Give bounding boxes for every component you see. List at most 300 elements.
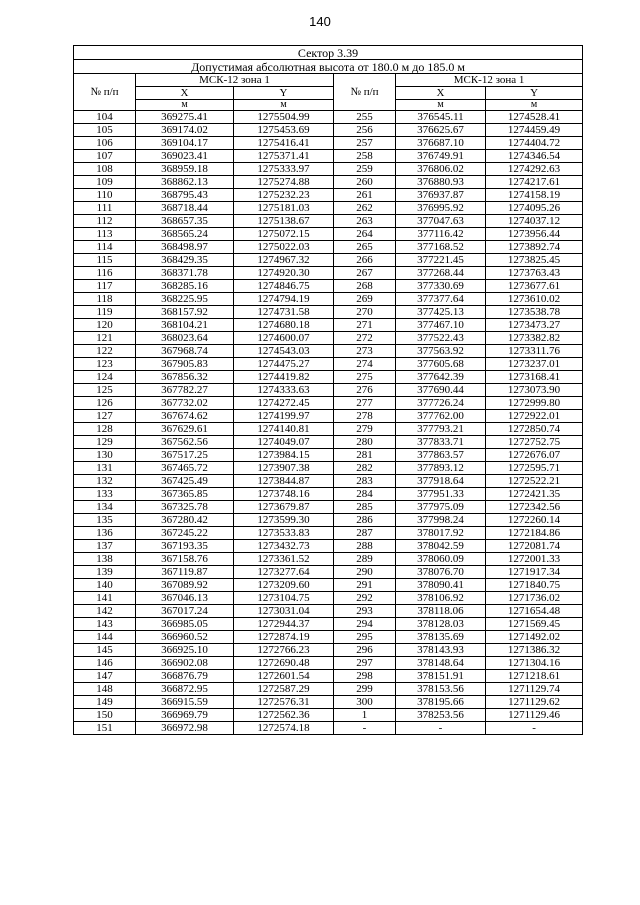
- x-value-right: 376995.92: [396, 202, 486, 215]
- x-value-left: 367856.32: [136, 371, 234, 384]
- x-value-left: 367782.27: [136, 384, 234, 397]
- column-header-x-left: X: [136, 87, 234, 100]
- table-row: [74, 267, 583, 280]
- y-value-left: 1273679.87: [234, 501, 334, 514]
- x-value-left: 368023.64: [136, 332, 234, 345]
- x-value-right: 377793.21: [396, 423, 486, 436]
- y-value-left: 1274920.30: [234, 267, 334, 280]
- point-number-left: 148: [74, 683, 136, 696]
- height-note: Допустимая абсолютная высота от 180.0 м до 185.0 м: [74, 60, 583, 74]
- x-value-right: 377563.92: [396, 345, 486, 358]
- y-value-right: 1271840.75: [486, 579, 583, 592]
- x-value-left: 367158.76: [136, 553, 234, 566]
- x-value-right: 378042.59: [396, 540, 486, 553]
- y-value-left: 1275072.15: [234, 228, 334, 241]
- point-number-left: 146: [74, 657, 136, 670]
- y-value-right: 1271492.02: [486, 631, 583, 644]
- table-row: [74, 384, 583, 397]
- column-header-system-right: МСК-12 зона 1: [396, 74, 583, 87]
- column-header-x-right: X: [396, 87, 486, 100]
- point-number-right: 284: [334, 488, 396, 501]
- y-value-right: 1273763.43: [486, 267, 583, 280]
- x-value-right: 376687.10: [396, 137, 486, 150]
- y-value-right: -: [486, 722, 583, 735]
- y-value-right: 1272184.86: [486, 527, 583, 540]
- point-number-right: 272: [334, 332, 396, 345]
- y-value-left: 1272601.54: [234, 670, 334, 683]
- x-value-right: 377377.64: [396, 293, 486, 306]
- table-row: [74, 722, 583, 735]
- y-value-right: 1273073.90: [486, 384, 583, 397]
- x-value-right: 376880.93: [396, 176, 486, 189]
- y-value-right: 1274158.19: [486, 189, 583, 202]
- table-row: [74, 696, 583, 709]
- point-number-left: 128: [74, 423, 136, 436]
- point-number-right: 288: [334, 540, 396, 553]
- point-number-right: 257: [334, 137, 396, 150]
- x-value-left: 367968.74: [136, 345, 234, 358]
- y-value-right: 1274459.49: [486, 124, 583, 137]
- table-row: [74, 150, 583, 163]
- table-row: [74, 241, 583, 254]
- x-value-right: 377168.52: [396, 241, 486, 254]
- page-number: 140: [309, 14, 331, 29]
- point-number-left: 149: [74, 696, 136, 709]
- y-value-right: 1274346.54: [486, 150, 583, 163]
- point-number-right: 267: [334, 267, 396, 280]
- sector-title: Сектор 3.39: [74, 46, 583, 60]
- y-value-left: 1273748.16: [234, 488, 334, 501]
- point-number-right: 268: [334, 280, 396, 293]
- y-value-right: 1271129.46: [486, 709, 583, 722]
- x-value-left: 367732.02: [136, 397, 234, 410]
- table-row: [74, 397, 583, 410]
- x-value-left: 367089.92: [136, 579, 234, 592]
- point-number-right: 279: [334, 423, 396, 436]
- unit-y-right: м: [486, 100, 583, 111]
- point-number-right: 300: [334, 696, 396, 709]
- y-value-right: 1272522.21: [486, 475, 583, 488]
- y-value-left: 1272766.23: [234, 644, 334, 657]
- table-row: [74, 514, 583, 527]
- x-value-right: 377918.64: [396, 475, 486, 488]
- point-number-left: 130: [74, 449, 136, 462]
- point-number-left: 127: [74, 410, 136, 423]
- x-value-right: 378106.92: [396, 592, 486, 605]
- x-value-left: 367674.62: [136, 410, 234, 423]
- x-value-right: 376545.11: [396, 111, 486, 124]
- y-value-right: 1273473.27: [486, 319, 583, 332]
- x-value-right: 377690.44: [396, 384, 486, 397]
- table-row: [74, 280, 583, 293]
- x-value-left: 368565.24: [136, 228, 234, 241]
- y-value-left: 1273277.64: [234, 566, 334, 579]
- x-value-right: 378135.69: [396, 631, 486, 644]
- point-number-right: 298: [334, 670, 396, 683]
- table-row: [74, 423, 583, 436]
- y-value-left: 1274731.58: [234, 306, 334, 319]
- x-value-right: 377605.68: [396, 358, 486, 371]
- x-value-right: 377467.10: [396, 319, 486, 332]
- table-row: [74, 124, 583, 137]
- y-value-right: 1271304.16: [486, 657, 583, 670]
- x-value-right: 377833.71: [396, 436, 486, 449]
- x-value-right: 376937.87: [396, 189, 486, 202]
- x-value-left: 367245.22: [136, 527, 234, 540]
- table-row: [74, 501, 583, 514]
- x-value-right: 378143.93: [396, 644, 486, 657]
- y-value-right: 1271386.32: [486, 644, 583, 657]
- point-number-right: 266: [334, 254, 396, 267]
- table-row: [74, 358, 583, 371]
- point-number-left: 147: [74, 670, 136, 683]
- point-number-left: 145: [74, 644, 136, 657]
- point-number-right: 289: [334, 553, 396, 566]
- column-header-system-left: МСК-12 зона 1: [136, 74, 334, 87]
- point-number-left: 104: [74, 111, 136, 124]
- point-number-left: 113: [74, 228, 136, 241]
- point-number-left: 123: [74, 358, 136, 371]
- table-row: [74, 410, 583, 423]
- point-number-right: 260: [334, 176, 396, 189]
- y-value-left: 1275022.03: [234, 241, 334, 254]
- table-row: [74, 332, 583, 345]
- x-value-left: 366972.98: [136, 722, 234, 735]
- point-number-left: 138: [74, 553, 136, 566]
- x-value-left: 368959.18: [136, 163, 234, 176]
- y-value-right: 1272595.71: [486, 462, 583, 475]
- point-number-right: 290: [334, 566, 396, 579]
- point-number-left: 140: [74, 579, 136, 592]
- point-number-right: 292: [334, 592, 396, 605]
- y-value-right: 1271218.61: [486, 670, 583, 683]
- y-value-right: 1272421.35: [486, 488, 583, 501]
- y-value-left: 1274680.18: [234, 319, 334, 332]
- table-row: [74, 176, 583, 189]
- table-row: [74, 306, 583, 319]
- y-value-right: 1272260.14: [486, 514, 583, 527]
- unit-x-right: м: [396, 100, 486, 111]
- y-value-right: 1272081.74: [486, 540, 583, 553]
- table-row: [74, 202, 583, 215]
- x-value-right: 378128.03: [396, 618, 486, 631]
- table-row: [74, 475, 583, 488]
- point-number-right: 270: [334, 306, 396, 319]
- y-value-right: 1272752.75: [486, 436, 583, 449]
- table-row: [74, 644, 583, 657]
- y-value-right: 1272342.56: [486, 501, 583, 514]
- point-number-left: 141: [74, 592, 136, 605]
- point-number-left: 133: [74, 488, 136, 501]
- y-value-left: 1274967.32: [234, 254, 334, 267]
- table-body: [74, 111, 583, 735]
- y-value-left: 1275232.23: [234, 189, 334, 202]
- y-value-left: 1274543.03: [234, 345, 334, 358]
- y-value-right: 1271569.45: [486, 618, 583, 631]
- table-row: [74, 566, 583, 579]
- x-value-left: 366985.05: [136, 618, 234, 631]
- y-value-right: 1273168.41: [486, 371, 583, 384]
- y-value-right: 1272850.74: [486, 423, 583, 436]
- x-value-right: 378076.70: [396, 566, 486, 579]
- x-value-right: 377330.69: [396, 280, 486, 293]
- x-value-right: 378090.41: [396, 579, 486, 592]
- x-value-right: 378195.66: [396, 696, 486, 709]
- table-row: [74, 709, 583, 722]
- y-value-left: 1273844.87: [234, 475, 334, 488]
- x-value-right: 377893.12: [396, 462, 486, 475]
- table-row: [74, 488, 583, 501]
- point-number-left: 134: [74, 501, 136, 514]
- y-value-left: 1272944.37: [234, 618, 334, 631]
- point-number-left: 115: [74, 254, 136, 267]
- y-value-right: 1273237.01: [486, 358, 583, 371]
- point-number-left: 114: [74, 241, 136, 254]
- x-value-right: 376806.02: [396, 163, 486, 176]
- y-value-left: 1274272.45: [234, 397, 334, 410]
- point-number-right: 282: [334, 462, 396, 475]
- table-row: [74, 683, 583, 696]
- y-value-left: 1274600.07: [234, 332, 334, 345]
- point-number-right: 294: [334, 618, 396, 631]
- point-number-right: 259: [334, 163, 396, 176]
- point-number-left: 129: [74, 436, 136, 449]
- x-value-left: 368285.16: [136, 280, 234, 293]
- point-number-left: 108: [74, 163, 136, 176]
- y-value-right: 1274217.61: [486, 176, 583, 189]
- x-value-right: 377425.13: [396, 306, 486, 319]
- x-value-right: 378148.64: [396, 657, 486, 670]
- table-row: [74, 371, 583, 384]
- x-value-left: 366969.79: [136, 709, 234, 722]
- y-value-right: 1271917.34: [486, 566, 583, 579]
- y-value-right: 1273956.44: [486, 228, 583, 241]
- x-value-left: 366915.59: [136, 696, 234, 709]
- point-number-right: 263: [334, 215, 396, 228]
- y-value-left: 1272574.18: [234, 722, 334, 735]
- y-value-left: 1273432.73: [234, 540, 334, 553]
- table-row: [74, 215, 583, 228]
- point-number-right: 293: [334, 605, 396, 618]
- y-value-right: 1271654.48: [486, 605, 583, 618]
- y-value-left: 1272576.31: [234, 696, 334, 709]
- y-value-left: 1274049.07: [234, 436, 334, 449]
- x-value-left: 367517.25: [136, 449, 234, 462]
- x-value-left: 368371.78: [136, 267, 234, 280]
- point-number-right: 274: [334, 358, 396, 371]
- y-value-left: 1272690.48: [234, 657, 334, 670]
- point-number-right: 278: [334, 410, 396, 423]
- point-number-right: 285: [334, 501, 396, 514]
- point-number-left: 117: [74, 280, 136, 293]
- point-number-left: 106: [74, 137, 136, 150]
- y-value-right: 1274037.12: [486, 215, 583, 228]
- point-number-left: 121: [74, 332, 136, 345]
- table-row: [74, 137, 583, 150]
- column-header-num-right: № п/п: [334, 74, 396, 111]
- point-number-left: 136: [74, 527, 136, 540]
- x-value-right: 378118.06: [396, 605, 486, 618]
- point-number-left: 132: [74, 475, 136, 488]
- y-value-right: 1272001.33: [486, 553, 583, 566]
- y-value-left: 1274140.81: [234, 423, 334, 436]
- x-value-right: 378017.92: [396, 527, 486, 540]
- y-value-left: 1273209.60: [234, 579, 334, 592]
- y-value-left: 1274333.63: [234, 384, 334, 397]
- table-row: [74, 111, 583, 124]
- x-value-left: 367119.87: [136, 566, 234, 579]
- point-number-left: 110: [74, 189, 136, 202]
- x-value-left: 368795.43: [136, 189, 234, 202]
- x-value-left: 366960.52: [136, 631, 234, 644]
- y-value-right: 1272676.07: [486, 449, 583, 462]
- point-number-left: 124: [74, 371, 136, 384]
- point-number-right: 283: [334, 475, 396, 488]
- point-number-left: 144: [74, 631, 136, 644]
- x-value-right: 377522.43: [396, 332, 486, 345]
- table-row: [74, 553, 583, 566]
- y-value-right: 1272922.01: [486, 410, 583, 423]
- coordinates-table: [73, 45, 583, 735]
- table-row: [74, 449, 583, 462]
- x-value-left: 367325.78: [136, 501, 234, 514]
- point-number-right: 299: [334, 683, 396, 696]
- y-value-left: 1275333.97: [234, 163, 334, 176]
- point-number-right: 271: [334, 319, 396, 332]
- y-value-right: 1273677.61: [486, 280, 583, 293]
- table-row: [74, 163, 583, 176]
- point-number-right: 261: [334, 189, 396, 202]
- point-number-right: 286: [334, 514, 396, 527]
- y-value-left: 1273984.15: [234, 449, 334, 462]
- x-value-right: 378060.09: [396, 553, 486, 566]
- point-number-left: 135: [74, 514, 136, 527]
- point-number-right: 291: [334, 579, 396, 592]
- point-number-left: 131: [74, 462, 136, 475]
- y-value-right: 1274095.26: [486, 202, 583, 215]
- x-value-right: 377975.09: [396, 501, 486, 514]
- point-number-right: 256: [334, 124, 396, 137]
- point-number-right: 265: [334, 241, 396, 254]
- table-row: [74, 631, 583, 644]
- y-value-right: 1272999.80: [486, 397, 583, 410]
- x-value-left: 366902.08: [136, 657, 234, 670]
- x-value-left: 368657.35: [136, 215, 234, 228]
- table-row: [74, 436, 583, 449]
- x-value-right: 377221.45: [396, 254, 486, 267]
- x-value-left: 366876.79: [136, 670, 234, 683]
- x-value-right: 378253.56: [396, 709, 486, 722]
- x-value-left: 367365.85: [136, 488, 234, 501]
- point-number-right: 269: [334, 293, 396, 306]
- x-value-right: 377951.33: [396, 488, 486, 501]
- x-value-left: 368498.97: [136, 241, 234, 254]
- y-value-left: 1274199.97: [234, 410, 334, 423]
- y-value-left: 1274419.82: [234, 371, 334, 384]
- point-number-left: 137: [74, 540, 136, 553]
- table-row: [74, 319, 583, 332]
- x-value-left: 368429.35: [136, 254, 234, 267]
- x-value-left: 368862.13: [136, 176, 234, 189]
- point-number-left: 126: [74, 397, 136, 410]
- table-row: [74, 189, 583, 202]
- point-number-right: 255: [334, 111, 396, 124]
- point-number-left: 111: [74, 202, 136, 215]
- point-number-left: 150: [74, 709, 136, 722]
- x-value-left: 367046.13: [136, 592, 234, 605]
- point-number-right: 281: [334, 449, 396, 462]
- y-value-right: 1274528.41: [486, 111, 583, 124]
- x-value-right: 377642.39: [396, 371, 486, 384]
- unit-x-left: м: [136, 100, 234, 111]
- x-value-left: 369174.02: [136, 124, 234, 137]
- y-value-right: 1271129.74: [486, 683, 583, 696]
- point-number-right: 262: [334, 202, 396, 215]
- table-row: [74, 618, 583, 631]
- point-number-left: 105: [74, 124, 136, 137]
- x-value-left: 369104.17: [136, 137, 234, 150]
- table-row: [74, 670, 583, 683]
- point-number-left: 143: [74, 618, 136, 631]
- y-value-right: 1273382.82: [486, 332, 583, 345]
- y-value-right: 1273825.45: [486, 254, 583, 267]
- point-number-right: 264: [334, 228, 396, 241]
- x-value-right: 376749.91: [396, 150, 486, 163]
- x-value-left: 367425.49: [136, 475, 234, 488]
- x-value-left: 367017.24: [136, 605, 234, 618]
- x-value-right: 378153.56: [396, 683, 486, 696]
- point-number-left: 120: [74, 319, 136, 332]
- x-value-right: 377047.63: [396, 215, 486, 228]
- point-number-right: 287: [334, 527, 396, 540]
- x-value-left: 368718.44: [136, 202, 234, 215]
- y-value-right: 1271736.02: [486, 592, 583, 605]
- x-value-left: 369275.41: [136, 111, 234, 124]
- y-value-right: 1273610.02: [486, 293, 583, 306]
- x-value-left: 366925.10: [136, 644, 234, 657]
- x-value-left: 367193.35: [136, 540, 234, 553]
- y-value-left: 1275453.69: [234, 124, 334, 137]
- point-number-right: 295: [334, 631, 396, 644]
- point-number-left: 107: [74, 150, 136, 163]
- y-value-left: 1273104.75: [234, 592, 334, 605]
- y-value-left: 1274475.27: [234, 358, 334, 371]
- table-row: [74, 345, 583, 358]
- point-number-right: -: [334, 722, 396, 735]
- point-number-left: 119: [74, 306, 136, 319]
- x-value-left: 368157.92: [136, 306, 234, 319]
- x-value-right: 377116.42: [396, 228, 486, 241]
- point-number-right: 280: [334, 436, 396, 449]
- x-value-left: 367629.61: [136, 423, 234, 436]
- y-value-left: 1275504.99: [234, 111, 334, 124]
- y-value-left: 1275371.41: [234, 150, 334, 163]
- y-value-left: 1273533.83: [234, 527, 334, 540]
- unit-y-left: м: [234, 100, 334, 111]
- point-number-left: 122: [74, 345, 136, 358]
- y-value-right: 1274292.63: [486, 163, 583, 176]
- column-header-y-right: Y: [486, 87, 583, 100]
- table-row: [74, 293, 583, 306]
- point-number-right: 273: [334, 345, 396, 358]
- point-number-right: 296: [334, 644, 396, 657]
- point-number-left: 139: [74, 566, 136, 579]
- x-value-right: 376625.67: [396, 124, 486, 137]
- x-value-right: 377998.24: [396, 514, 486, 527]
- x-value-left: 369023.41: [136, 150, 234, 163]
- table-row: [74, 605, 583, 618]
- y-value-right: 1273538.78: [486, 306, 583, 319]
